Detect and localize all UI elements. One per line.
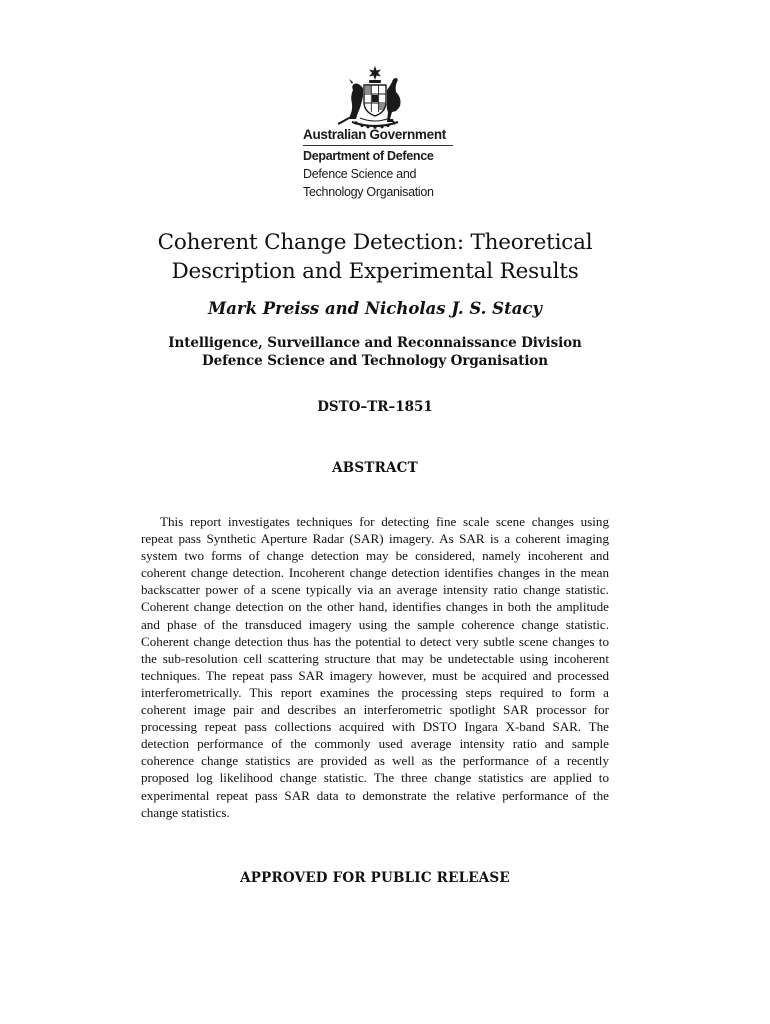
abstract-text: This report investigates techniques for detecting fine scale scene changes using repeat pass Synthetic Aperture Radar (SAR) imagery. As SAR is a coherent imaging system two forms of change detection may be considered, namely incoherent and coherent change detection. Incoherent change detection identifies changes in the mean backscatter power of a scene typically via an average intensity ratio change statistic. Coherent change detection on the other hand, identifies changes in both the amplitude and phase of the transduced imagery using the sample coherence change statistic. Coherent change detection thus has the potential to detect very subtle scene changes to the sub-resolution cell scattering structure that may be undetectable using incoherent techniques. The repeat pass SAR imagery however, must be acquired and processed interferometrically. This report examines the processing steps required to form a coherent image pair and describes an interferometric spotlight SAR processor for processing repeat pass collections acquired with DSTO Ingara X-band SAR. The detection performance of the commonly used average intensity ratio and sample coherence change statistics are provided as well as the performance of a recently proposed log likelihood change statistic. The three change statistics are applied to experimental repeat pass SAR data to demonstrate the relative performance of the change statistics. (141, 514, 609, 820)
organisation-name-line1: Defence Science and (303, 167, 417, 181)
affiliation-organisation: Defence Science and Technology Organisation (201, 353, 549, 369)
authors: Mark Preiss and Nicholas J. S. Stacy (207, 299, 543, 318)
report-title-line2: Description and Experimental Results (171, 259, 579, 284)
division-name: Intelligence, Surveillance and Reconnaissance Division (168, 335, 582, 351)
report-title-line1: Coherent Change Detection: Theoretical (157, 230, 593, 255)
affiliation (100, 334, 650, 370)
organisation-name-line2: Technology Organisation (303, 185, 434, 199)
government-name: Australian Government (303, 126, 453, 146)
coat-of-arms-icon (332, 64, 418, 132)
abstract-heading: ABSTRACT (332, 460, 418, 476)
report-title (110, 228, 640, 286)
agency-block (303, 126, 453, 201)
report-number: DSTO–TR–1851 (317, 399, 433, 415)
release-statement: APPROVED FOR PUBLIC RELEASE (240, 870, 510, 886)
department-name: Department of Defence (303, 149, 434, 163)
